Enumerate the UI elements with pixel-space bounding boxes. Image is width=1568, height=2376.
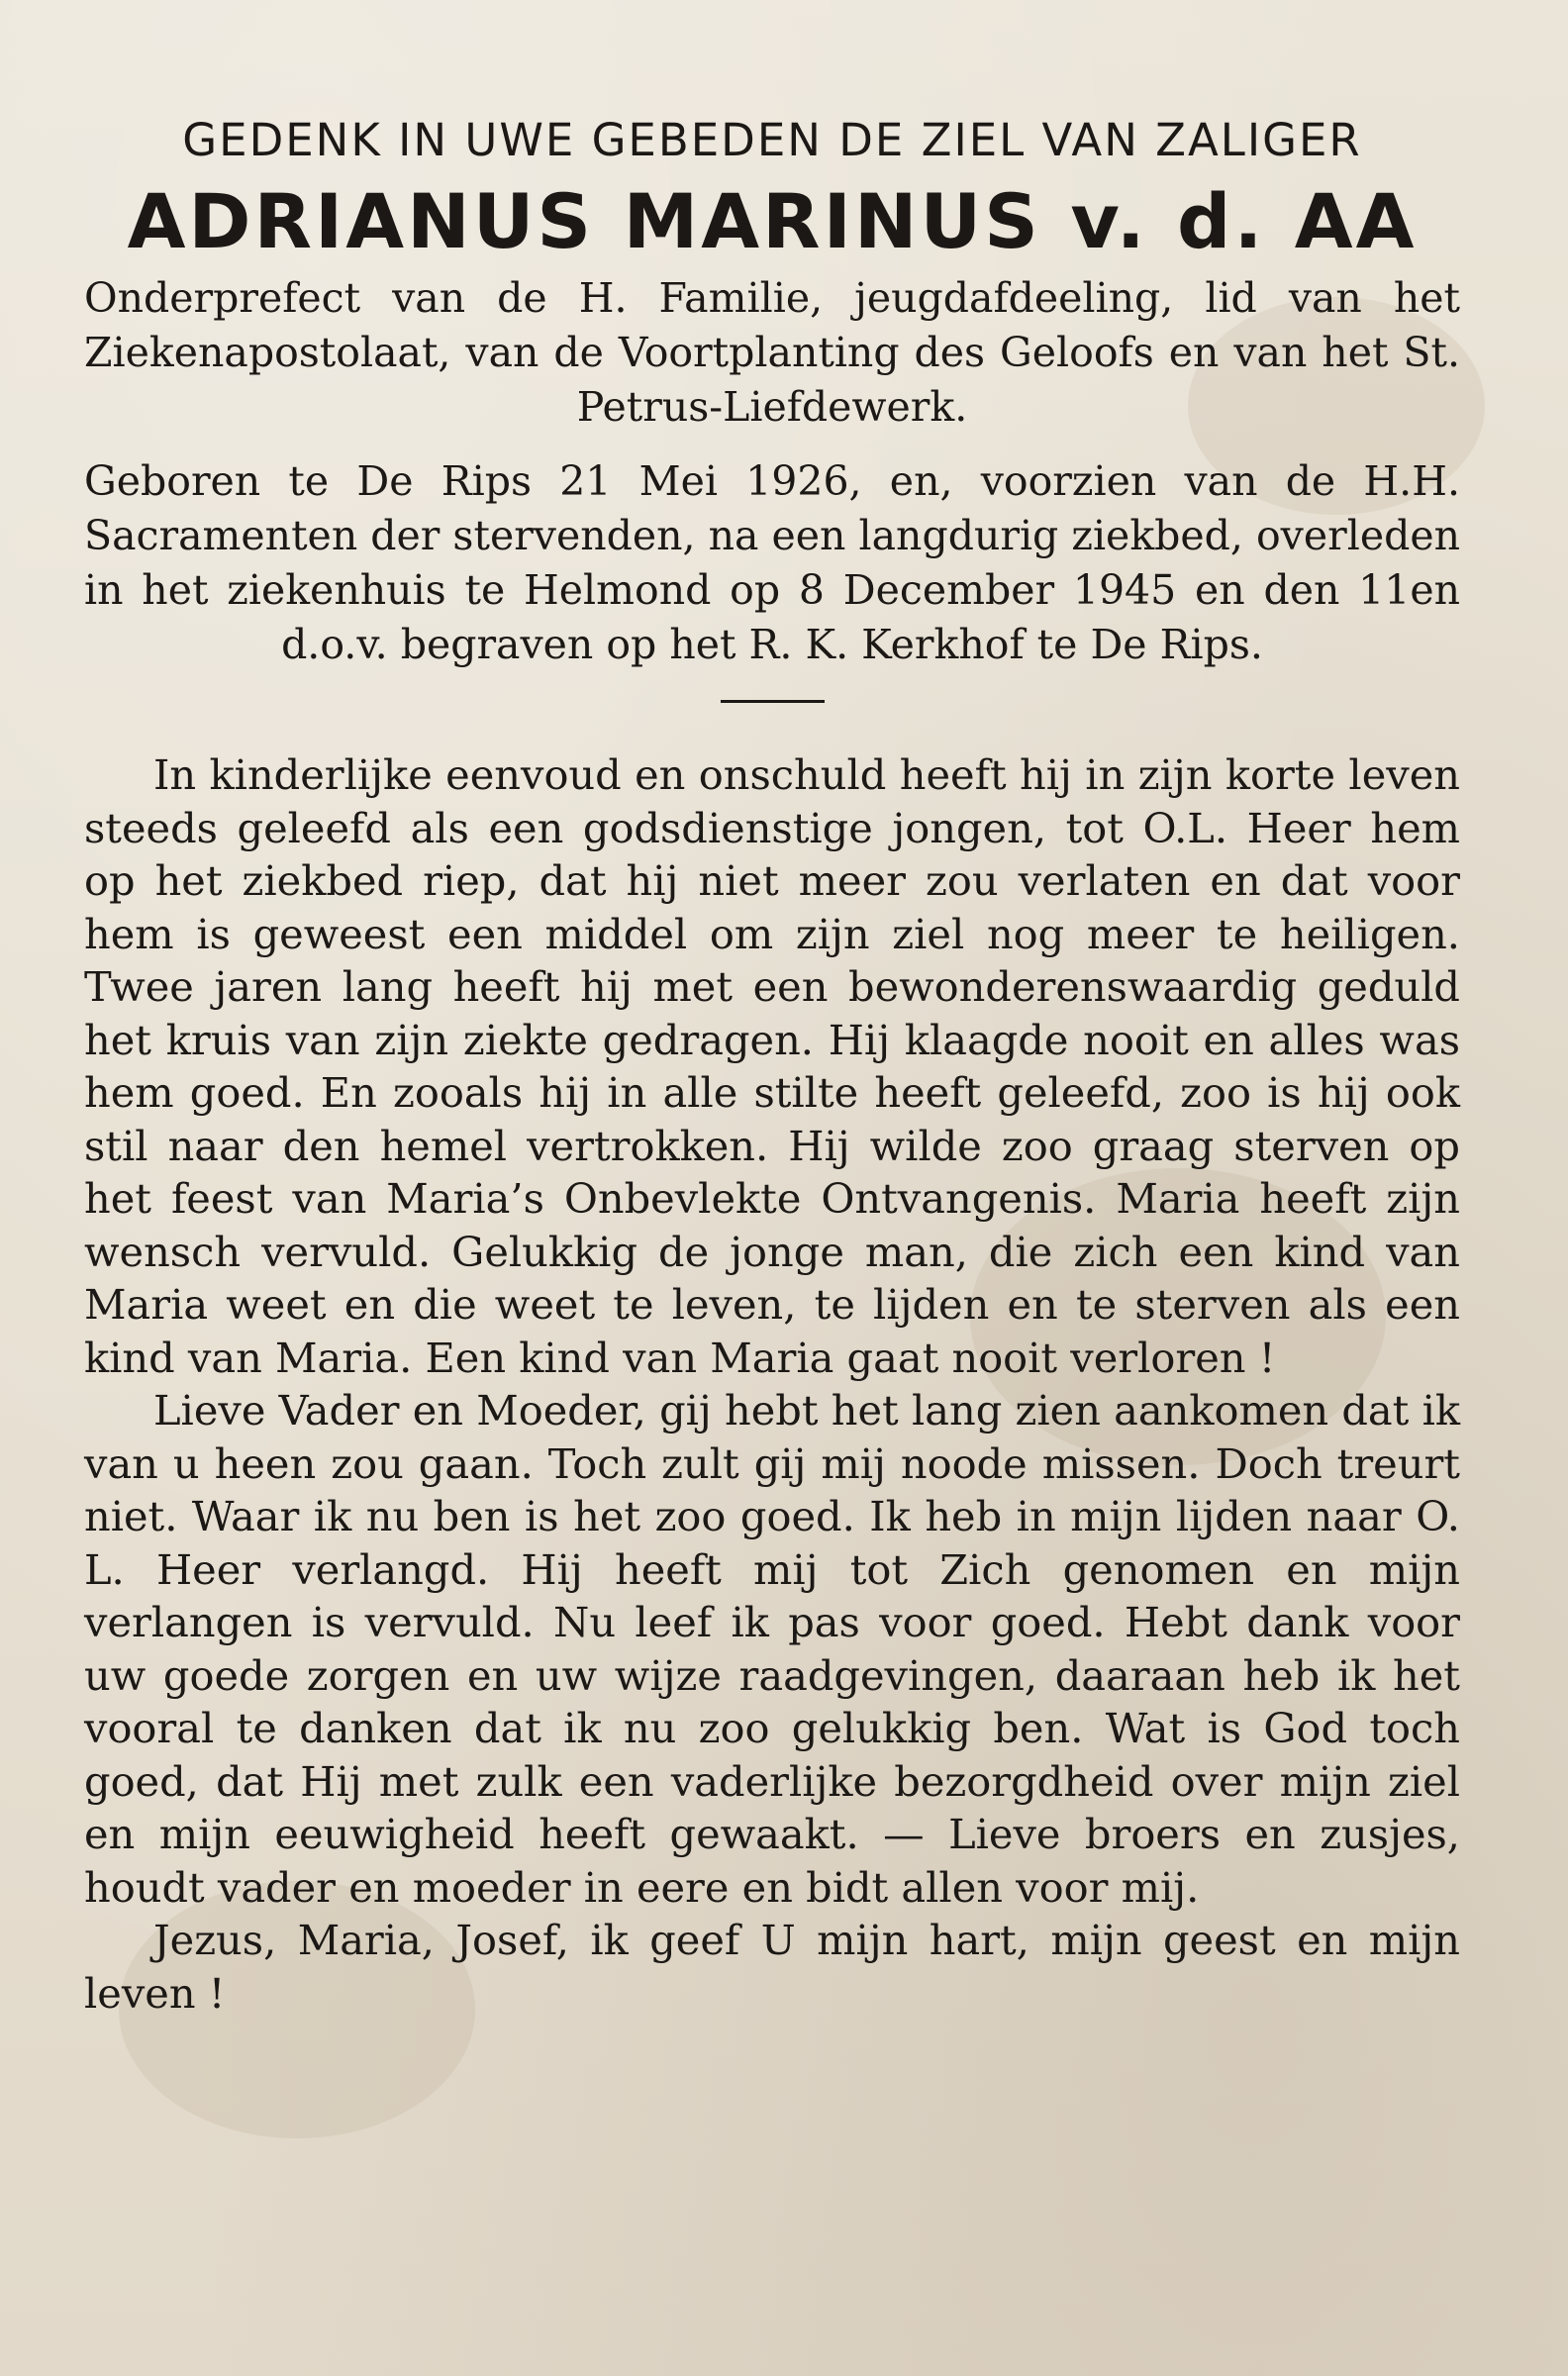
body-paragraph-3: Jezus, Maria, Josef, ik geef U mijn hart, mijn geest en mijn leven ! (84, 1916, 1460, 2018)
spacer (84, 435, 1460, 454)
divider-rule (721, 700, 825, 703)
body-paragraph-2: Lieve Vader en Moeder, gij hebt het lang zien aankomen dat ik van u heen zou gaan. Toch zult gij mij noode missen. Doch treurt niet. Waar ik nu ben is het zoo goed. Ik heb in mijn lijden naar O. L. Heer verlangd. Hij heeft mij tot Zich genomen en mijn verlangen is vervuld. Nu leef ik pas voor goed. Hebt dank voor uw goede zorgen en uw wijze raadgevingen, daaraan heb ik het vooral te danken dat ik nu zoo gelukkig ben. Wat is God toch goed, dat Hij met zulk een vaderlijke bezorgdheid over mijn ziel en mijn eeuwigheid heeft gewaakt. — Lieve broers en zusjes, houdt vader en moeder in eere en bidt allen voor mij. (84, 1386, 1460, 1912)
card-content (84, 109, 1460, 2020)
body-paragraph-1: In kinderlijke eenvoud en onschuld heeft hij in zijn korte leven steeds geleefd als een godsdienstige jongen, tot O.L. Heer hem op het ziekbed riep, dat hij niet meer zou verlaten en dat voor hem is geweest een middel om zijn ziel nog meer te heiligen. Twee jaren lang heeft hij met een bewonderenswaardig geduld het kruis van zijn ziekte gedragen. Hij klaagde nooit en alles was hem goed. En zooals hij in alle stilte heeft geleefd, zoo is hij ook stil naar den hemel vertrokken. Hij wilde zoo graag sterven op het feest van Maria’s Onbevlekte Ontvangenis. Maria heeft zijn wensch vervuld. Gelukkig de jonge man, die zich een kind van Maria weet en die weet te leven, te lijden en te sterven als een kind van Maria. Een kind van Maria gaat nooit verloren ! (84, 750, 1460, 1382)
affiliations-text: Onderprefect van de H. Familie, jeugdafdeeling, lid van het Ziekenapostolaat, van de Voortplanting des Geloofs en van het St. Petrus-Liefdewerk. (84, 274, 1460, 431)
deceased-name: ADRIANUS MARINUS v. d. AA (127, 177, 1418, 265)
biography-text: Geboren te De Rips 21 Mei 1926, en, voorzien van de H.H. Sacramenten der stervenden, na een langdurig ziekbed, overleden in het ziekenhuis te Helmond op 8 December 1945 en den 11en d.o.v. begraven op het R. K. Kerkhof te De Rips. (84, 457, 1460, 668)
card-header: GEDENK IN UWE GEBEDEN DE ZIEL VAN ZALIGER (182, 114, 1362, 166)
